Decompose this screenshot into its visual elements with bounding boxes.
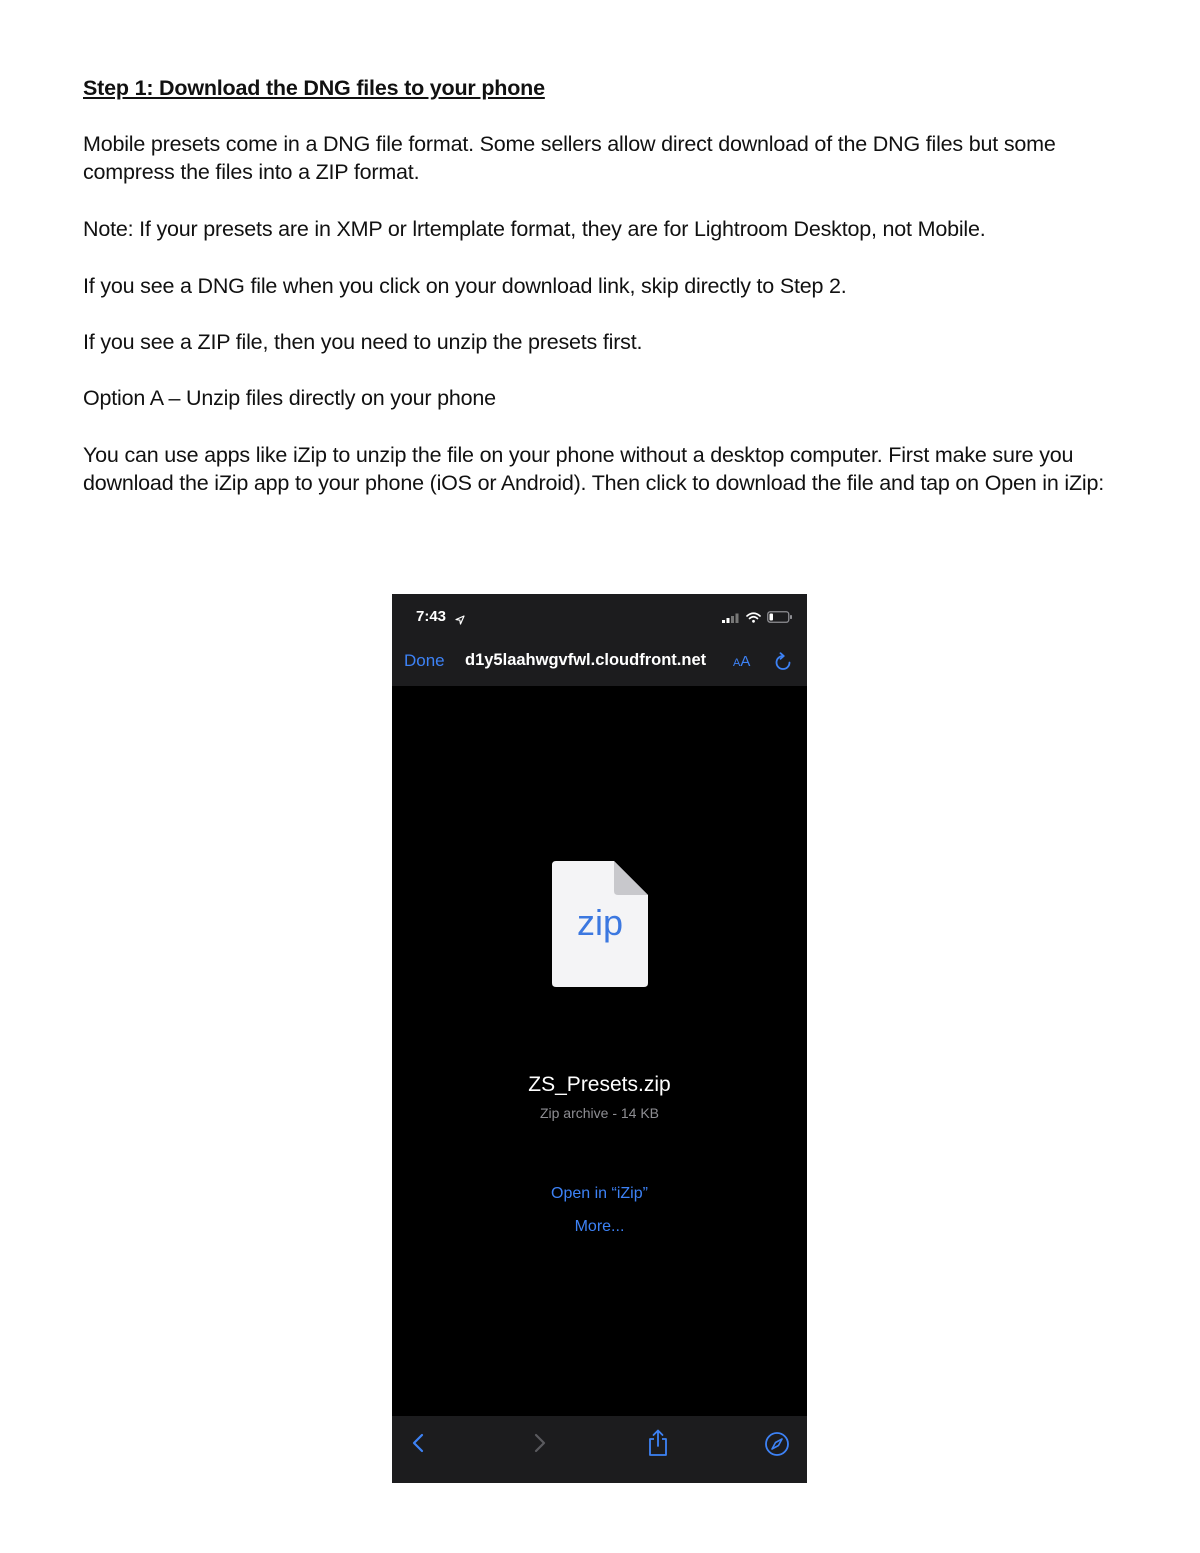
file-extension-label: zip [576, 902, 624, 943]
paragraph-dng: If you see a DNG file when you click on your download link, skip directly to Step 2. [83, 274, 847, 298]
file-name: ZS_Presets.zip [528, 1073, 671, 1096]
wifi-icon [746, 610, 761, 628]
back-icon[interactable] [409, 1432, 429, 1459]
forward-icon[interactable] [529, 1432, 549, 1459]
browser-toolbar [392, 1416, 807, 1483]
share-icon[interactable] [646, 1429, 670, 1462]
paragraph-note: Note: If your presets are in XMP or lrtemplate format, they are for Lightroom Desktop, not Mobile. [83, 217, 986, 241]
text-size-small-a: A [733, 657, 741, 669]
battery-icon [767, 610, 793, 628]
more-button[interactable]: More... [574, 1218, 625, 1235]
browser-nav-row [392, 648, 807, 678]
location-arrow-icon [455, 612, 465, 630]
paragraph-format: Mobile presets come in a DNG file format. Some sellers allow direct download of the DNG files but some compress the files into a ZIP format. [83, 132, 1056, 184]
reload-icon[interactable] [774, 652, 792, 677]
done-button[interactable]: Done [404, 651, 445, 670]
paragraph-zip: If you see a ZIP file, then you need to unzip the presets first. [83, 330, 643, 354]
url-label: d1y5laahwgvfwl.cloudfront.net [465, 651, 707, 669]
text-size-large-a: A [740, 653, 751, 670]
open-in-izip-button[interactable]: Open in “iZip” [551, 1185, 648, 1202]
paragraph-izip: You can use apps like iZip to unzip the file on your phone without a desktop computer. First make sure you download the iZip app to your phone (iOS or Android). Then click to download the file and tap on Open in iZip: [83, 443, 1104, 495]
compass-icon[interactable] [764, 1431, 790, 1462]
option-a-heading: Option A – Unzip files directly on your phone [83, 386, 496, 410]
status-indicators [722, 610, 793, 628]
text-size-button[interactable] [733, 653, 750, 670]
phone-screenshot [392, 594, 807, 1483]
step-heading: Step 1: Download the DNG files to your phone [83, 76, 545, 100]
status-time: 7:43 [416, 608, 447, 625]
browser-top-bar [392, 594, 807, 686]
signal-icon [722, 610, 740, 628]
file-meta: Zip archive - 14 KB [539, 1105, 660, 1121]
